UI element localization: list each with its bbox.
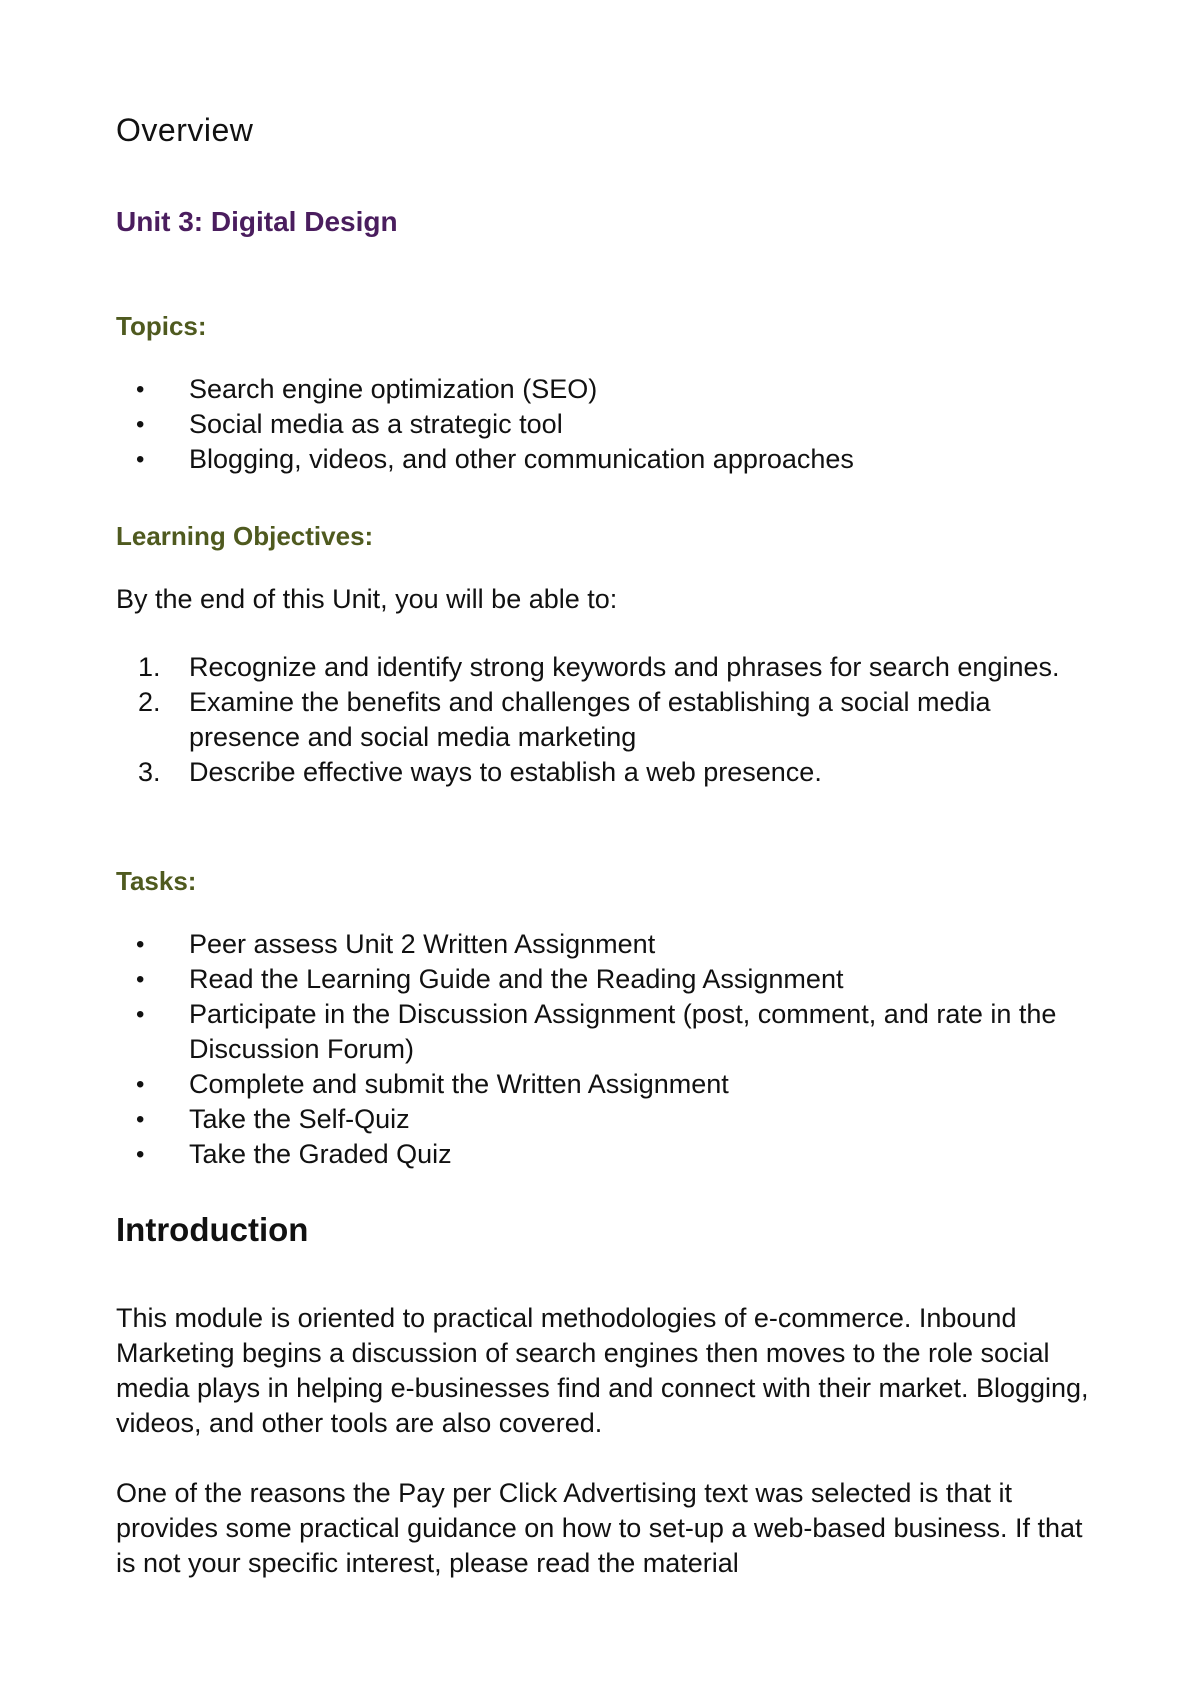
list-item: 3. Describe effective ways to establish a web presence. [116, 755, 1106, 790]
overview-heading: Overview [116, 112, 254, 148]
topics-heading: Topics: [116, 311, 207, 341]
list-item: • Take the Graded Quiz [116, 1137, 1106, 1172]
list-item: • Complete and submit the Written Assignment [116, 1067, 1106, 1102]
list-item: 1. Recognize and identify strong keywords and phrases for search engines. [116, 650, 1106, 685]
list-item: • Peer assess Unit 2 Written Assignment [116, 927, 1106, 962]
introduction-paragraph-1: This module is oriented to practical methodologies of e-commerce. Inbound Marketing begins a discussion of search engines then moves to the role social media plays in helping e-businesses find and connect with their market. Blogging, videos, and other tools are also covered. [116, 1303, 1089, 1438]
list-item: • Search engine optimization (SEO) [116, 372, 1106, 407]
list-item: • Take the Self-Quiz [116, 1102, 1106, 1137]
bullet-icon: • [136, 966, 145, 993]
tasks-list [116, 927, 1106, 1172]
topics-list [116, 372, 1106, 477]
bullet-icon: • [136, 1001, 145, 1028]
list-item: • Read the Learning Guide and the Reading Assignment [116, 962, 1106, 997]
list-number: 3. [138, 757, 161, 787]
list-number: 2. [138, 687, 161, 717]
bullet-icon: • [136, 411, 145, 438]
bullet-icon: • [136, 931, 145, 958]
list-number: 1. [138, 652, 161, 682]
tasks-heading: Tasks: [116, 866, 197, 896]
introduction-heading: Introduction [116, 1211, 309, 1248]
bullet-icon: • [136, 1106, 145, 1133]
introduction-paragraph-2: One of the reasons the Pay per Click Advertising text was selected is that it provides some practical guidance on how to set-up a web-based business. If that is not your specific interest, please read the material [116, 1478, 1083, 1578]
objectives-intro: By the end of this Unit, you will be able to: [116, 584, 618, 614]
list-item: • Social media as a strategic tool [116, 407, 1106, 442]
list-item: • Participate in the Discussion Assignment (post, comment, and rate in the Discussion Forum) [136, 999, 1057, 1064]
unit-title: Unit 3: Digital Design [116, 206, 398, 237]
bullet-icon: • [136, 1141, 145, 1168]
bullet-icon: • [136, 446, 145, 473]
bullet-icon: • [136, 376, 145, 403]
objectives-list [116, 650, 1106, 790]
objectives-heading: Learning Objectives: [116, 521, 374, 551]
list-item: 2. Examine the benefits and challenges of establishing a social media presence and social media marketing [138, 687, 991, 752]
list-item: • Blogging, videos, and other communication approaches [116, 442, 1106, 477]
bullet-icon: • [136, 1071, 145, 1098]
